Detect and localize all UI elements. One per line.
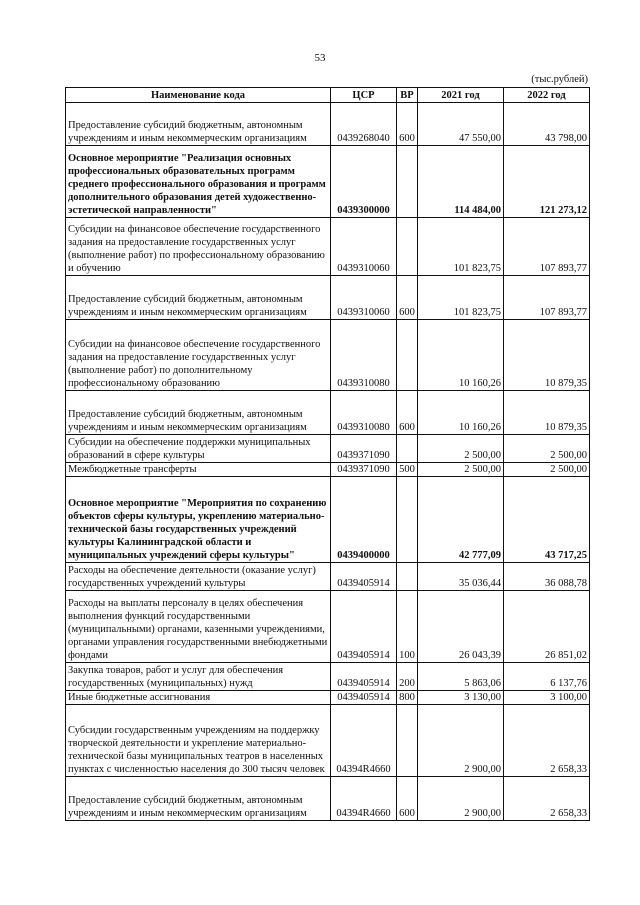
cell-name: Основное мероприятие "Реализация основных профессиональных образовательных программ среднего профессионального образования и программ дополнительного образования детей художественно-эстетической направленности" [66, 146, 331, 218]
table-row [66, 663, 590, 691]
cell-2022: 107 893,77 [504, 276, 590, 320]
cell-name: Субсидии на обеспечение поддержки муниципальных образований в сфере культуры [66, 435, 331, 463]
cell-vr: 800 [397, 691, 418, 705]
cell-2022: 10 879,35 [504, 320, 590, 391]
cell-2021: 3 130,00 [418, 691, 504, 705]
cell-vr: 500 [397, 463, 418, 477]
cell-name: Предоставление субсидий бюджетным, автономным учреждениям и иным некоммерческим организациям [66, 103, 331, 146]
cell-2021: 5 863,06 [418, 663, 504, 691]
cell-name: Субсидии на финансовое обеспечение государственного задания на предоставление государственных услуг (выполнение работ) по профессиональному образованию и обучению [66, 218, 331, 276]
cell-name: Предоставление субсидий бюджетным, автономным учреждениям и иным некоммерческим организациям [66, 276, 331, 320]
cell-2021: 114 484,00 [418, 146, 504, 218]
cell-vr: 600 [397, 276, 418, 320]
cell-csr: 0439405914 [331, 591, 397, 663]
cell-name: Субсидии на финансовое обеспечение государственного задания на предоставление государственных услуг (выполнение работ) по дополнительному профессиональному образованию [66, 320, 331, 391]
page-number: 53 [314, 52, 326, 64]
cell-2022: 2 500,00 [504, 463, 590, 477]
cell-vr [397, 320, 418, 391]
cell-csr: 0439268040 [331, 103, 397, 146]
cell-csr: 0439405914 [331, 691, 397, 705]
cell-2021: 2 500,00 [418, 435, 504, 463]
units-label: (тыс.рублей) [531, 74, 588, 85]
cell-csr: 0439310080 [331, 391, 397, 435]
cell-vr: 600 [397, 777, 418, 821]
table-row [66, 103, 590, 146]
cell-2022: 26 851,02 [504, 591, 590, 663]
cell-csr: 0439300000 [331, 146, 397, 218]
cell-2021: 101 823,75 [418, 276, 504, 320]
cell-csr: 0439310060 [331, 276, 397, 320]
cell-name: Иные бюджетные ассигнования [66, 691, 331, 705]
cell-vr [397, 435, 418, 463]
header-vr: ВР [397, 88, 418, 103]
cell-2021: 2 900,00 [418, 777, 504, 821]
table-row [66, 276, 590, 320]
cell-2021: 10 160,26 [418, 320, 504, 391]
table-row [66, 563, 590, 591]
table-row [66, 391, 590, 435]
cell-name: Межбюджетные трансферты [66, 463, 331, 477]
cell-2021: 47 550,00 [418, 103, 504, 146]
cell-2021: 35 036,44 [418, 563, 504, 591]
cell-2022: 2 658,33 [504, 777, 590, 821]
cell-csr: 0439400000 [331, 477, 397, 563]
cell-vr: 600 [397, 391, 418, 435]
table-row [66, 463, 590, 477]
cell-name: Предоставление субсидий бюджетным, автономным учреждениям и иным некоммерческим организациям [66, 777, 331, 821]
cell-csr: 0439371090 [331, 463, 397, 477]
cell-vr [397, 218, 418, 276]
cell-2022: 36 088,78 [504, 563, 590, 591]
cell-name: Расходы на обеспечение деятельности (оказание услуг) государственных учреждений культуры [66, 563, 331, 591]
cell-name: Расходы на выплаты персоналу в целях обеспечения выполнения функций государственными (муниципальными) органами, казенными учреждениями, органами управления государственными внебюджетными фондами [66, 591, 331, 663]
budget-table [65, 87, 590, 821]
cell-name: Закупка товаров, работ и услуг для обеспечения государственных (муниципальных) нужд [66, 663, 331, 691]
cell-2022: 6 137,76 [504, 663, 590, 691]
cell-vr: 200 [397, 663, 418, 691]
cell-csr: 0439310060 [331, 218, 397, 276]
cell-csr: 0439371090 [331, 435, 397, 463]
cell-2021: 10 160,26 [418, 391, 504, 435]
cell-vr [397, 563, 418, 591]
table-row [66, 320, 590, 391]
cell-name: Субсидии государственным учреждениям на поддержку творческой деятельности и укрепление материально-технической базы муниципальных театров в населенных пунктах с численностью населения до 300 тысяч человек [66, 705, 331, 777]
cell-2021: 101 823,75 [418, 218, 504, 276]
table-row [66, 477, 590, 563]
cell-name: Основное мероприятие "Мероприятия по сохранению объектов сферы культуры, укреплению материально-технической базы государственных учреждений культуры Калининградской области и муниципальных учреждений сферы культуры" [66, 477, 331, 563]
table-row [66, 435, 590, 463]
cell-vr: 600 [397, 103, 418, 146]
table-row [66, 146, 590, 218]
cell-2022: 43 717,25 [504, 477, 590, 563]
cell-2022: 107 893,77 [504, 218, 590, 276]
table-header-row [66, 88, 590, 103]
cell-2022: 2 500,00 [504, 435, 590, 463]
cell-vr [397, 146, 418, 218]
table-row [66, 591, 590, 663]
table-row [66, 705, 590, 777]
cell-2022: 3 100,00 [504, 691, 590, 705]
header-2022: 2022 год [504, 88, 590, 103]
cell-2021: 42 777,09 [418, 477, 504, 563]
cell-vr [397, 705, 418, 777]
cell-csr: 04394R4660 [331, 705, 397, 777]
cell-vr: 100 [397, 591, 418, 663]
cell-2022: 43 798,00 [504, 103, 590, 146]
cell-2021: 26 043,39 [418, 591, 504, 663]
table-row [66, 691, 590, 705]
table-row [66, 777, 590, 821]
header-name: Наименование кода [66, 88, 331, 103]
header-csr: ЦСР [331, 88, 397, 103]
cell-csr: 0439405914 [331, 563, 397, 591]
cell-2022: 10 879,35 [504, 391, 590, 435]
cell-2021: 2 900,00 [418, 705, 504, 777]
cell-csr: 0439310080 [331, 320, 397, 391]
cell-2022: 121 273,12 [504, 146, 590, 218]
cell-vr [397, 477, 418, 563]
cell-name: Предоставление субсидий бюджетным, автономным учреждениям и иным некоммерческим организациям [66, 391, 331, 435]
cell-2021: 2 500,00 [418, 463, 504, 477]
cell-csr: 04394R4660 [331, 777, 397, 821]
header-2021: 2021 год [418, 88, 504, 103]
table-row [66, 218, 590, 276]
cell-csr: 0439405914 [331, 663, 397, 691]
cell-2022: 2 658,33 [504, 705, 590, 777]
